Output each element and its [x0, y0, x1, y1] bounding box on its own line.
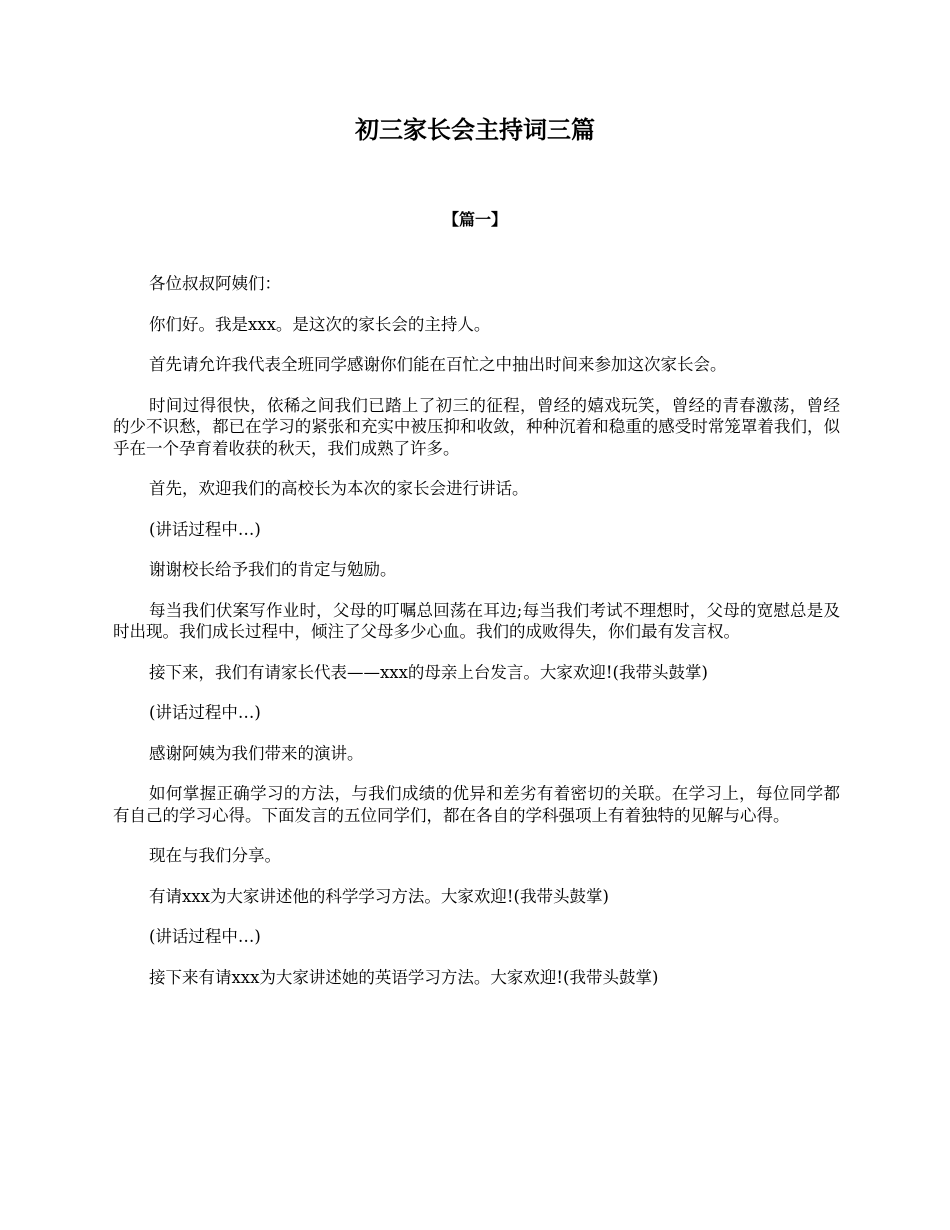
document-title: 初三家长会主持词三篇 [355, 115, 595, 144]
paragraph-parent-representative: 接下来，我们有请家长代表——xxx的母亲上台发言。大家欢迎!(我带头鼓掌) [149, 662, 708, 682]
paragraph-thanks: 首先请允许我代表全班同学感谢你们能在百忙之中抽出时间来参加这次家长会。 [149, 355, 727, 374]
paragraph-share: 现在与我们分享。 [149, 846, 281, 865]
paragraph-parents-care: 每当我们伏案写作业时，父母的叮嘱总回荡在耳边;每当我们考试不理想时，父母的宽慰总是及时出现。我们成长过程中，倾注了父母多少心血。我们的成败得失，你们最有发言权。 [113, 600, 840, 641]
document-body [113, 273, 840, 1007]
paragraph-study-methods: 如何掌握正确学习的方法，与我们成绩的优异和差劣有着密切的关联。在学习上，每位同学都有自己的学习心得。下面发言的五位同学们，都在各自的学科强项上有着独特的见解与心得。 [113, 784, 840, 825]
paragraph-speech-note: (讲话过程中…) [149, 703, 261, 722]
paragraph-english-speaker: 接下来有请xxx为大家讲述她的英语学习方法。大家欢迎!(我带头鼓掌) [149, 967, 659, 987]
paragraph-thank-aunt: 感谢阿姨为我们带来的演讲。 [149, 743, 364, 763]
paragraph-science-speaker: 有请xxx为大家讲述他的科学学习方法。大家欢迎!(我带头鼓掌) [149, 886, 609, 906]
paragraph-greeting: 各位叔叔阿姨们： [149, 274, 281, 293]
paragraph-speech-note: (讲话过程中…) [149, 519, 261, 539]
paragraph-introduction: 你们好。我是xxx。是这次的家长会的主持人。 [149, 314, 491, 334]
section-heading: 【篇一】 [442, 210, 507, 229]
paragraph-speech-note: (讲话过程中…) [149, 927, 261, 946]
paragraph-thank-principal: 谢谢校长给予我们的肯定与勉励。 [149, 560, 397, 579]
paragraph-principal-welcome: 首先，欢迎我们的高校长为本次的家长会进行讲话。 [149, 479, 529, 498]
paragraph-time-passes: 时间过得很快，依稀之间我们已踏上了初三的征程，曾经的嬉戏玩笑，曾经的青春激荡，曾经的少不识愁，都已在学习的紧张和充实中被压抑和收敛，种种沉着和稳重的感受时常笼罩着我们，似乎在一个孕育着收获的秋天，我们成熟了许多。 [113, 395, 840, 458]
